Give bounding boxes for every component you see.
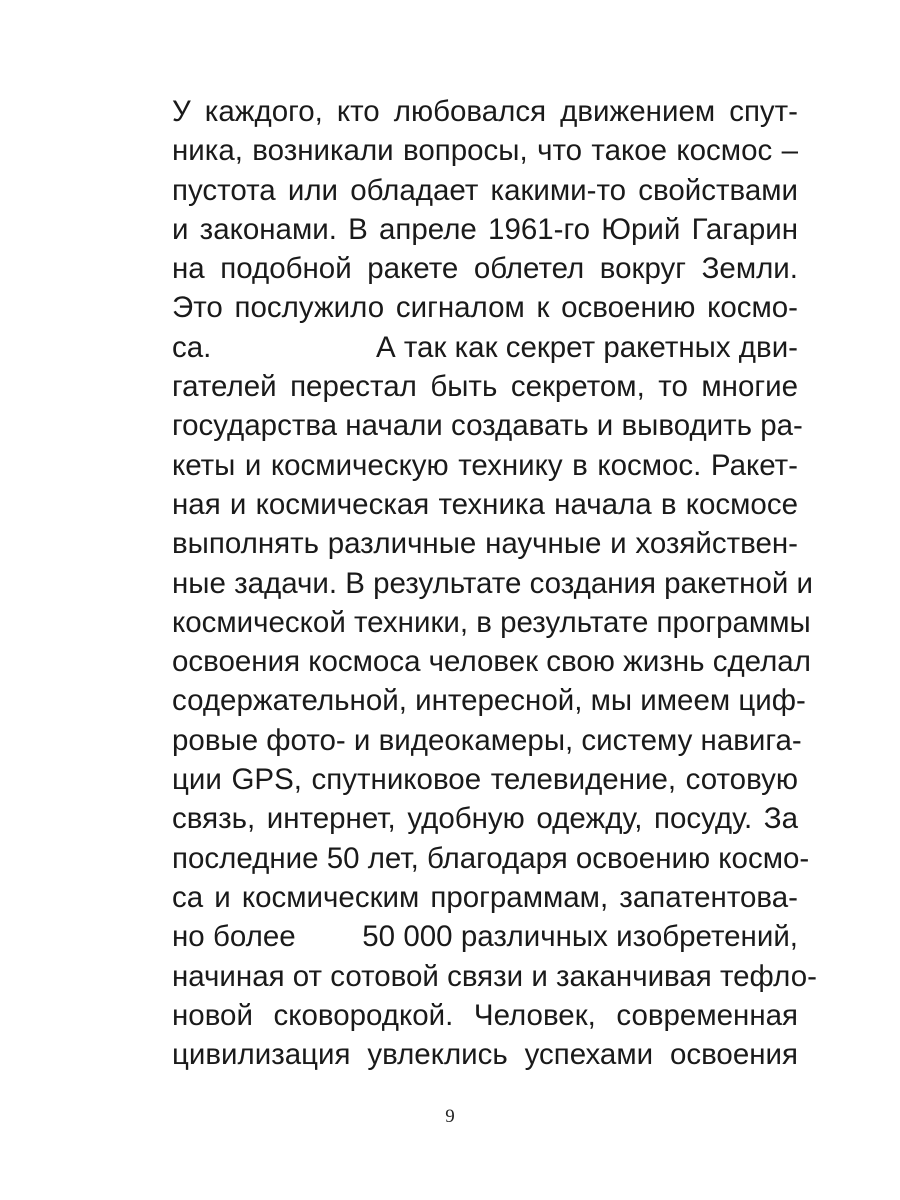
text-line: но более 50 000 различных изобретений,: [172, 920, 798, 954]
page-number: 9: [445, 1106, 455, 1127]
text-line: связь, интернет, удобную одежду, посуду. За: [172, 802, 798, 836]
text-line: и законами. В апреле 1961-го Юрий Гагарин: [172, 212, 798, 246]
body-text: [172, 92, 817, 1074]
text-line: последние 50 лет, благодаря освоению космо-: [172, 841, 810, 875]
text-line: ции GPS, спутниковое телевидение, сотовую: [172, 763, 798, 797]
text-line: кеты и космическую технику в космос. Ракет-: [172, 448, 798, 482]
text-line: пустота или обладает какими-то свойствами: [172, 173, 798, 207]
text-line: са и космическим программам, запатентова-: [172, 880, 798, 914]
text-line: ная и космическая техника начала в космосе: [172, 487, 798, 521]
text-line: содержательной, интересной, мы имеем циф-: [172, 684, 806, 718]
text-line: на подобной ракете облетел вокруг Земли.: [172, 252, 798, 286]
text-line: ные задачи. В результате создания ракетной и: [172, 566, 814, 600]
text-line: Это послужило сигналом к освоению космо-: [172, 291, 798, 325]
text-line: начиная от сотовой связи и заканчивая тефло-: [172, 959, 817, 993]
text-line: цивилизация увлеклись успехами освоения: [172, 1038, 798, 1072]
text-line: выполнять различные научные и хозяйствен-: [172, 527, 798, 561]
text-line: са. А так как секрет ракетных дви-: [172, 330, 798, 364]
text-line: ника, возникали вопросы, что такое космос –: [172, 134, 798, 168]
text-line: государства начали создавать и выводить ра-: [172, 409, 803, 443]
text-line: новой сковородкой. Человек, современная: [172, 998, 798, 1032]
text-line: космической техники, в результате программы: [172, 605, 811, 639]
text-line: ровые фото- и видеокамеры, систему навига-: [172, 723, 802, 757]
text-line: освоения космоса человек свою жизнь сделал: [172, 645, 811, 679]
text-line: У каждого, кто любовался движением спут-: [172, 95, 798, 128]
text-line: гателей перестал быть секретом, то многие: [172, 370, 798, 404]
